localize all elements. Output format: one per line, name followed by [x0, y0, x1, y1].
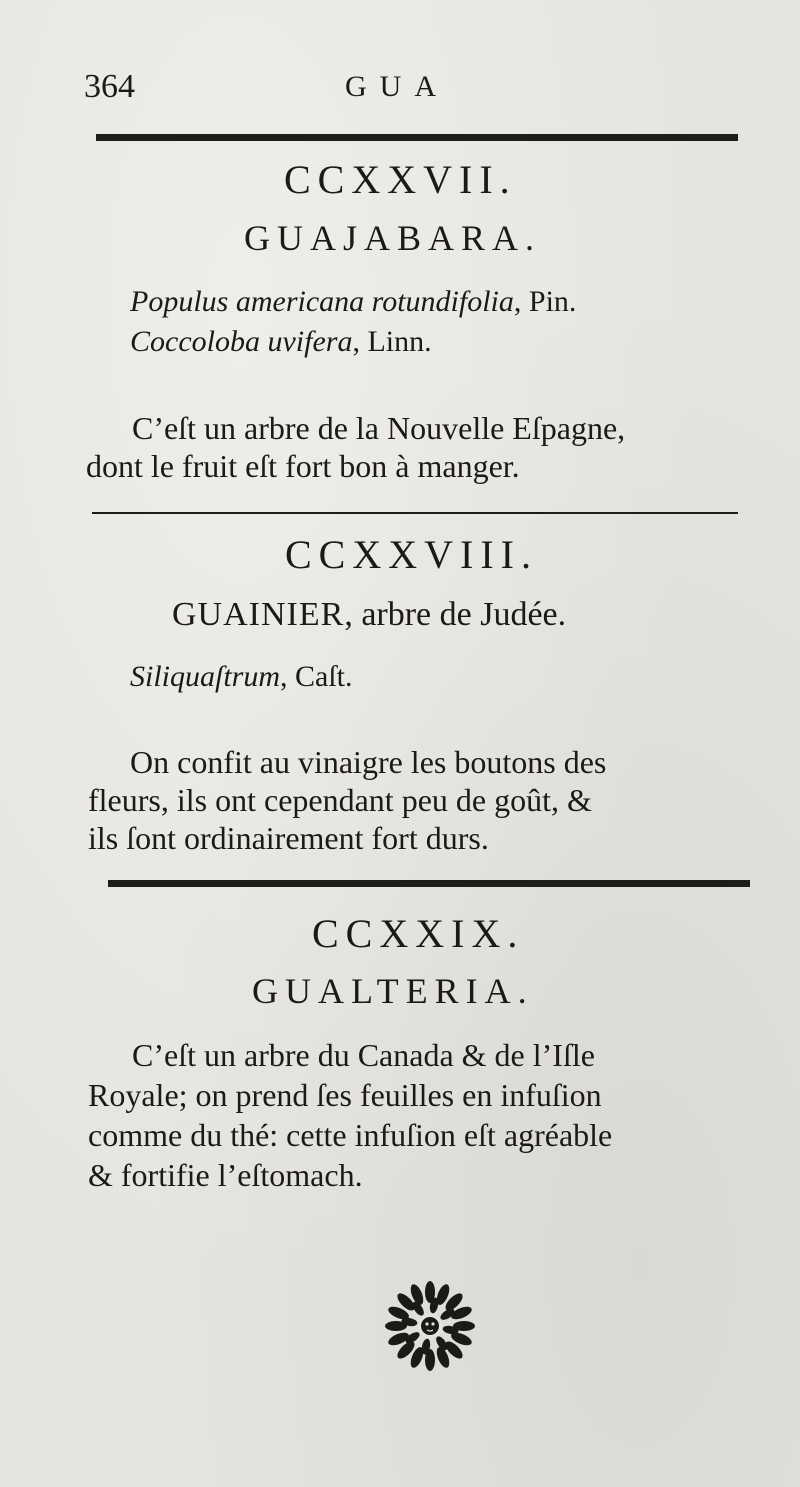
header-rule [96, 134, 738, 141]
entry-text-line: fleurs, ils ont cependant peu de goût, & [88, 782, 592, 818]
entry-text-line: Royale; on prend ſes feuilles en infuſion [88, 1077, 602, 1113]
synonym-author: , Pin. [513, 285, 577, 318]
entry-title-caps: GUAINIER [172, 596, 345, 633]
entry-text-line: C’eſt un arbre de la Nouvelle Eſpagne, [132, 410, 626, 446]
entry-title-rest: , arbre de Judée. [344, 596, 567, 633]
synonym-author: , Linn. [352, 325, 432, 358]
entry-text-line: comme du thé: cette infuſion eſt agréable [88, 1117, 613, 1153]
entry-numeral: CCXXVII. [284, 157, 517, 202]
entry-synonym [130, 660, 353, 694]
entry-title: GUALTERIA. [252, 971, 534, 1011]
entry-text-line: & fortifie l’eſtomach. [88, 1157, 363, 1193]
flower-ornament-icon [378, 1280, 482, 1372]
entry-title: GUAJABARA. [244, 218, 542, 258]
entry-text-line: ils ſont ordinairement fort durs. [88, 820, 489, 856]
latin-name: Siliquaſtrum [130, 660, 281, 693]
entry-synonym [130, 285, 576, 319]
entry-title [172, 596, 566, 634]
section-rule [92, 512, 738, 514]
section-rule [108, 880, 750, 887]
synonym-author: , Caſt. [280, 660, 353, 693]
entry-text-line: dont le fruit eſt fort bon à manger. [86, 448, 520, 484]
entry-numeral: CCXXIX. [312, 911, 525, 956]
page-number: 364 [84, 68, 135, 105]
entry-text-line: On confit au vinaigre les boutons des [130, 744, 607, 780]
entry-synonym [130, 325, 432, 359]
running-head: GUA [345, 70, 449, 103]
entry-text-line: C’eſt un arbre du Canada & de l’Iſle [132, 1037, 595, 1073]
latin-name: Populus americana rotundifolia [130, 285, 514, 318]
entry-numeral: CCXXVIII. [285, 532, 538, 577]
latin-name: Coccoloba uvifera [130, 325, 353, 358]
